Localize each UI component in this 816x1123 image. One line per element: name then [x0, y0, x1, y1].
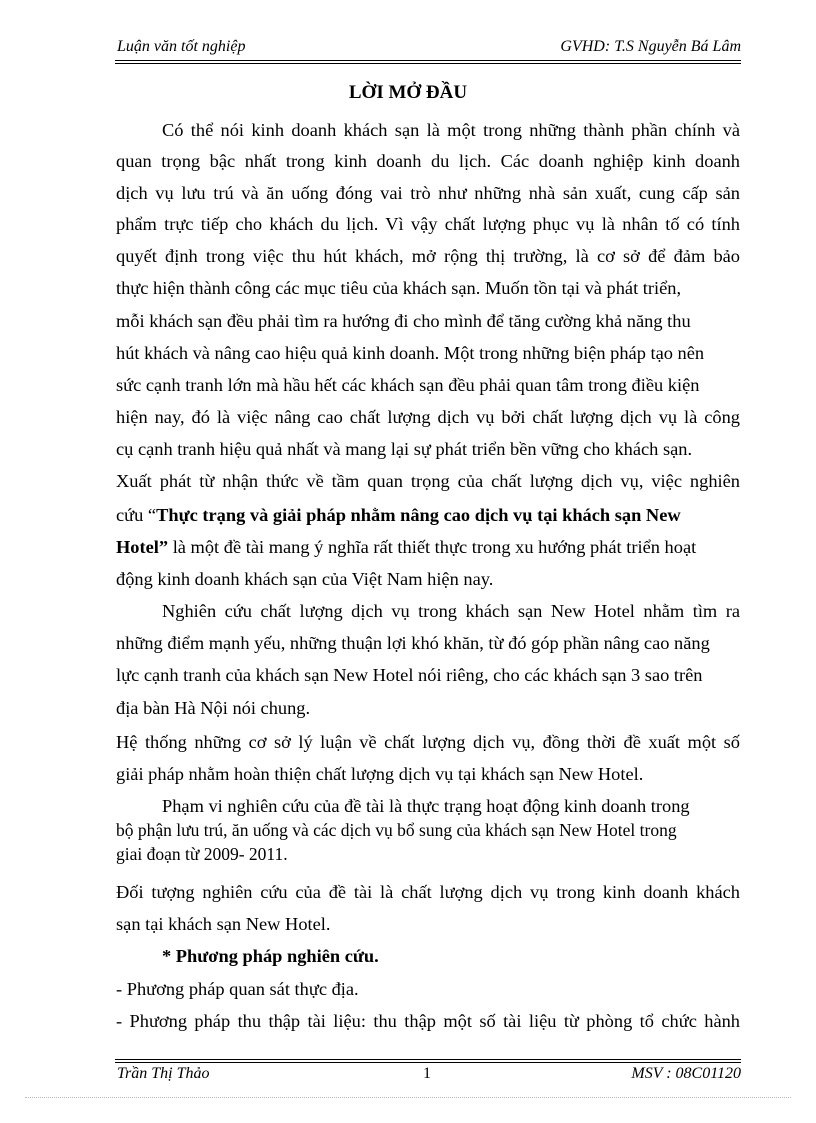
paragraph-line: Nghiên cứu chất lượng dịch vụ trong khách sạn New Hotel nhằm tìm ra — [162, 601, 740, 621]
header-divider — [115, 60, 741, 64]
bold-topic-title-end: Hotel” — [116, 537, 169, 557]
paragraph-line: quyết định trong việc thu hút khách, mở rộng thị trường, là cơ sở để đảm bảo — [116, 246, 740, 266]
list-item: - Phương pháp thu thập tài liệu: thu thập một số tài liệu từ phòng tổ chức hành — [116, 1011, 740, 1031]
paragraph-line: Xuất phát từ nhận thức về tầm quan trọng của chất lượng dịch vụ, việc nghiên — [116, 471, 740, 491]
paragraph-line: động kinh doanh khách sạn của Việt Nam hiện nay. — [116, 569, 494, 589]
paragraph-line: mỗi khách sạn đều phải tìm ra hướng đi cho mình để tăng cường khả năng thu — [116, 311, 691, 331]
footer-student-id: MSV : 08C01120 — [631, 1065, 741, 1082]
bold-topic-title: Thực trạng và giải pháp nhằm nâng cao dịch vụ tại khách sạn New — [156, 505, 681, 525]
paragraph-line-rich — [116, 535, 740, 559]
page-title: LỜI MỞ ĐẦU — [348, 82, 468, 103]
paragraph-line: dịch vụ lưu trú và ăn uống đóng vai trò như những nhà sản xuất, cung cấp sản — [116, 183, 740, 203]
paragraph-line: những điểm mạnh yếu, những thuận lợi khó khăn, từ đó góp phần nâng cao năng — [116, 633, 710, 653]
text-run: là một đề tài mang ý nghĩa rất thiết thực trong xu hướng phát triển hoạt — [168, 537, 697, 557]
paragraph-line: giải pháp nhằm hoàn thiện chất lượng dịch vụ tại khách sạn New Hotel. — [116, 764, 644, 784]
footer-divider — [115, 1059, 741, 1063]
paragraph-line: cụ cạnh tranh hiệu quả nhất và mang lại sự phát triển bền vững cho khách sạn. — [116, 439, 693, 459]
paragraph-line: sạn tại khách sạn New Hotel. — [116, 914, 331, 934]
footer-author: Trần Thị Thảo — [117, 1065, 210, 1082]
paragraph-line: Hệ thống những cơ sở lý luận về chất lượng dịch vụ, đồng thời đề xuất một số — [116, 732, 740, 752]
paragraph-line: sức cạnh tranh lớn mà hầu hết các khách sạn đều phải quan tâm trong điều kiện — [116, 375, 700, 395]
list-item: - Phương pháp quan sát thực địa. — [116, 979, 359, 999]
header-thesis-label: Luận văn tốt nghiệp — [117, 38, 246, 55]
paragraph-line: Đối tượng nghiên cứu của đề tài là chất lượng dịch vụ trong kinh doanh khách — [116, 882, 740, 902]
paragraph-line: lực cạnh tranh của khách sạn New Hotel nói riêng, cho các khách sạn 3 sao trên — [116, 665, 703, 685]
paragraph-line: hiện nay, đó là việc nâng cao chất lượng dịch vụ bởi chất lượng dịch vụ là công — [116, 407, 740, 427]
paragraph-line-rich — [116, 503, 740, 527]
text-run: cứu “ — [116, 505, 157, 525]
paragraph-line: bộ phận lưu trú, ăn uống và các dịch vụ bổ sung của khách sạn New Hotel trong — [116, 820, 677, 840]
paragraph-line: Phạm vi nghiên cứu của đề tài là thực trạng hoạt động kinh doanh trong — [162, 796, 690, 816]
paragraph-line: quan trọng bậc nhất trong kinh doanh du lịch. Các doanh nghiệp kinh doanh — [116, 151, 740, 171]
paragraph-line: giai đoạn từ 2009- 2011. — [116, 844, 288, 864]
section-heading: * Phương pháp nghiên cứu. — [162, 946, 379, 966]
paragraph-line: Có thể nói kinh doanh khách sạn là một trong những thành phần chính và — [162, 120, 740, 140]
paragraph-line: hút khách và nâng cao hiệu quả kinh doanh. Một trong những biện pháp tạo nên — [116, 343, 705, 363]
paragraph-line: thực hiện thành công các mục tiêu của khách sạn. Muốn tồn tại và phát triển, — [116, 278, 682, 298]
paragraph-line: phẩm trực tiếp cho khách du lịch. Vì vậy chất lượng phục vụ là nhân tố có tính — [116, 214, 740, 234]
page-break-line — [25, 1097, 791, 1098]
paragraph-line: địa bàn Hà Nội nói chung. — [116, 698, 311, 718]
page-number: 1 — [423, 1065, 431, 1082]
header-supervisor: GVHD: T.S Nguyễn Bá Lâm — [560, 38, 741, 55]
